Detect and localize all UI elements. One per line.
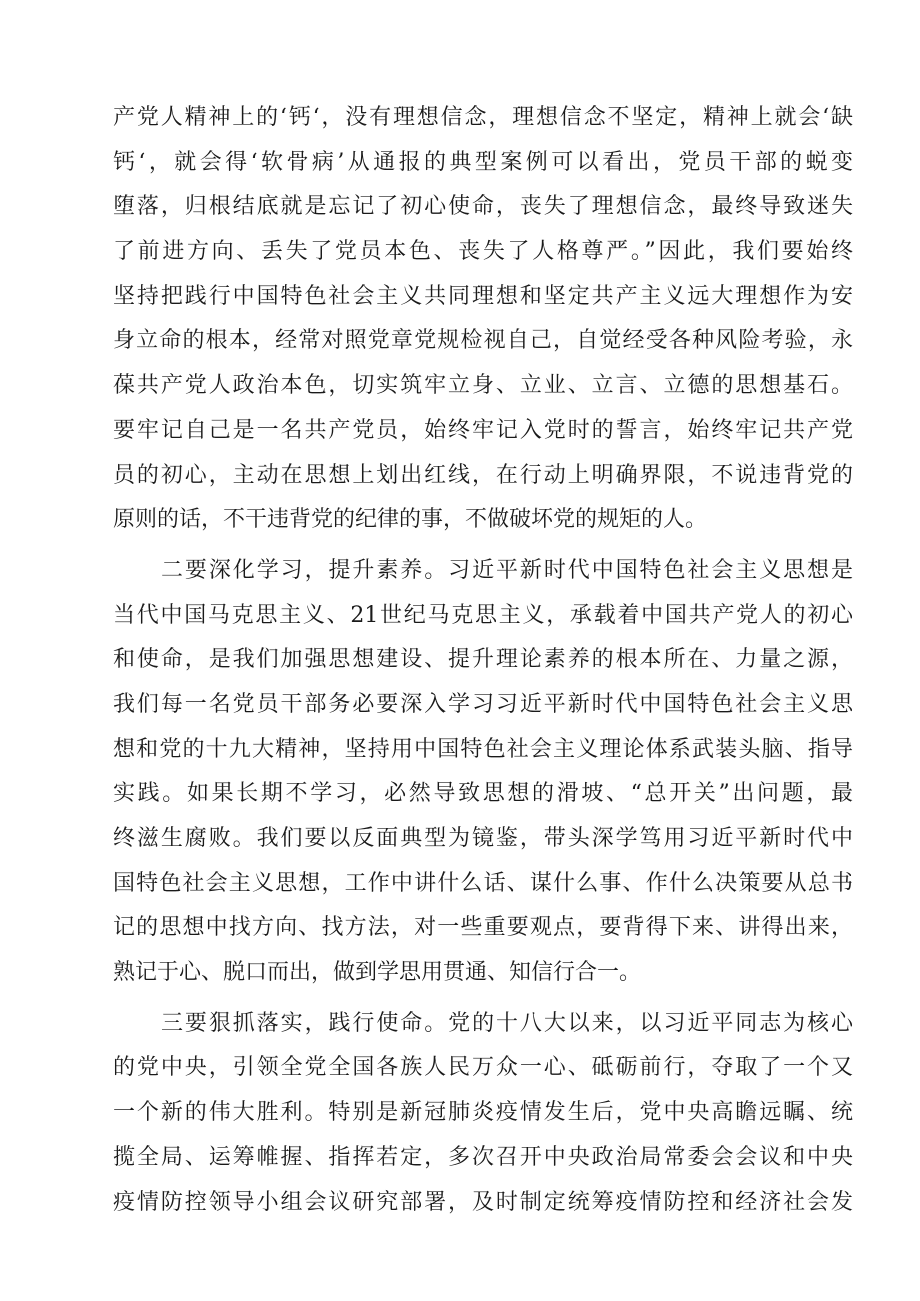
text-line: 了前进方向、丢失了党员本色、丧失了人格尊严。”因此，我们要始终 xyxy=(113,239,853,265)
text-line: 身立命的根本，经常对照党章党规检视自己，自觉经受各种风险考验，永 xyxy=(113,328,853,354)
text-line: 想和党的十九大精神，坚持用中国特色社会主义理论体系武装头脑、指导 xyxy=(113,736,853,762)
text-line: 疫情防控领导小组会议研究部署，及时制定统筹疫情防控和经济社会发 xyxy=(113,1189,853,1215)
paragraph xyxy=(113,1002,853,1225)
text-line: 原则的话，不干违背党的纪律的事，不做破坏党的规矩的人。 xyxy=(113,507,708,533)
text-line: 熟记于心、脱口而出，做到学思用贯通、知信行合一。 xyxy=(113,960,642,986)
text-line: 堕落，归根结底就是忘记了初心使命，丧失了理想信念，最终导致迷失 xyxy=(113,194,853,220)
text-line: 坚持把践行中国特色社会主义共同理想和坚定共产主义远大理想作为安 xyxy=(113,283,853,309)
text-line: 二要深化学习，提升素养。习近平新时代中国特色社会主义思想是 xyxy=(161,557,853,583)
text-line: 揽全局、运筹帷握、指挥若定，多次召开中央政治局常委会会议和中央 xyxy=(113,1144,853,1170)
text-line: 葆共产党人政治本色，切实筑牢立身、立业、立言、立德的思想基石。 xyxy=(113,373,853,399)
text-line: 国特色社会主义思想，工作中讲什么话、谋什么事、作什么决策要从总书 xyxy=(113,870,853,896)
text-line: 要牢记自己是一名共产党员，始终牢记入党时的誓言，始终牢记共产党 xyxy=(113,417,853,443)
text-line: 员的初心，主动在思想上划出红线，在行动上明确界限，不说违背党的 xyxy=(113,462,853,488)
paragraph xyxy=(113,549,853,996)
text-line: 当代中国马克思主义、21世纪马克思主义，承载着中国共产党人的初心 xyxy=(113,602,853,628)
text-line: 记的思想中找方向、找方法，对一些重要观点，要背得下来、讲得出来， xyxy=(113,915,853,941)
text-line: 我们每一名党员干部务必要深入学习习近平新时代中国特色社会主义思 xyxy=(113,691,853,717)
text-line: 的党中央，引领全党全国各族人民万众一心、砥砺前行，夺取了一个又 xyxy=(113,1055,853,1081)
text-line: 实践。如果长期不学习，必然导致思想的滑坡、“总开关”出问题，最 xyxy=(113,781,853,807)
text-line: 一个新的伟大胜利。特别是新冠肺炎疫情发生后，党中央高瞻远瞩、统 xyxy=(113,1100,853,1126)
text-line: 钙‘，就会得‘软骨病’从通报的典型案例可以看出，党员干部的蜕变 xyxy=(113,149,853,175)
text-line: 和使命，是我们加强思想建设、提升理论素养的根本所在、力量之源， xyxy=(113,647,853,673)
text-line: 终滋生腐败。我们要以反面典型为镜鉴，带头深学笃用习近平新时代中 xyxy=(113,826,853,851)
text-line: 三要狠抓落实，践行使命。党的十八大以来，以习近平同志为核心 xyxy=(161,1010,853,1036)
paragraph xyxy=(113,96,853,543)
document-body xyxy=(113,96,853,1225)
text-line: 产党人精神上的‘钙‘，没有理想信念，理想信念不坚定，精神上就会‘缺 xyxy=(113,105,853,130)
